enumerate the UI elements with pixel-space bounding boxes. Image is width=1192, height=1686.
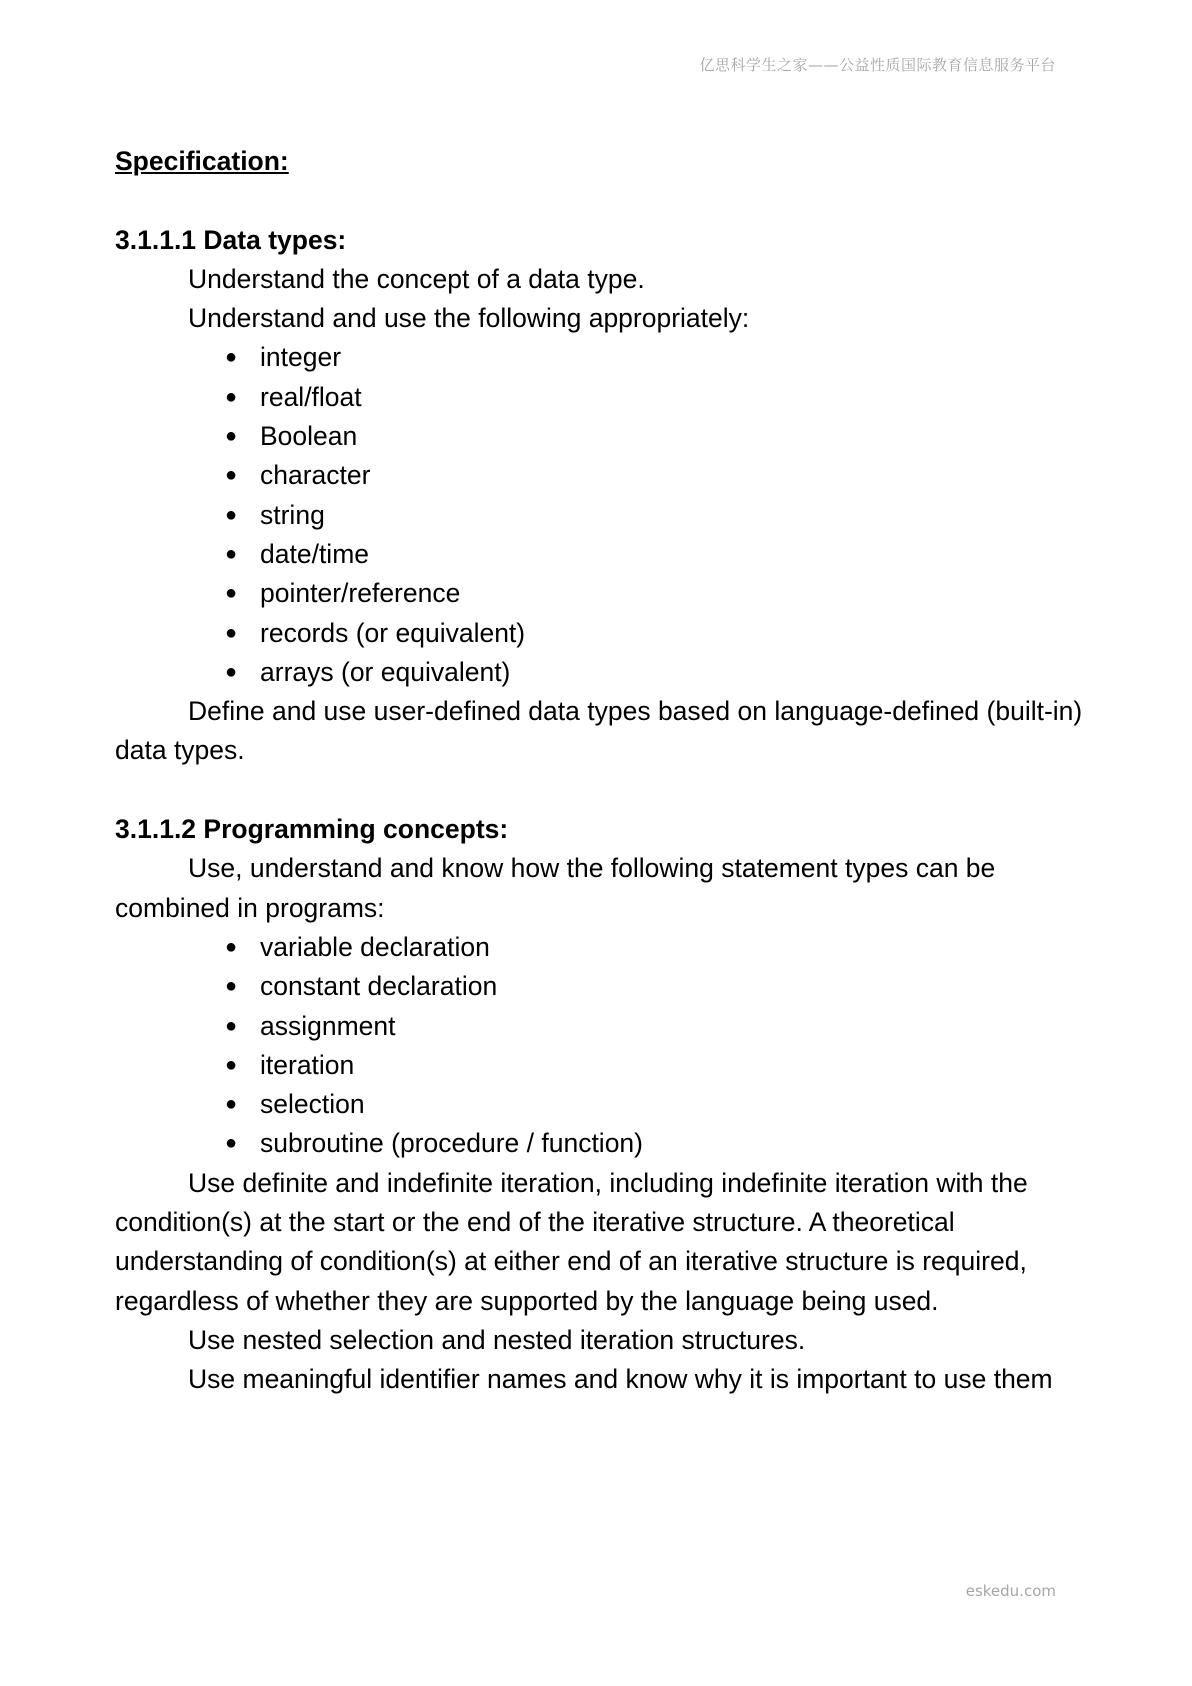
document-body xyxy=(115,142,1095,1400)
bullet-icon: ● xyxy=(225,1053,238,1076)
bullet-icon: ● xyxy=(225,582,238,605)
list-item-text: records (or equivalent) xyxy=(260,617,526,648)
list-item xyxy=(225,378,1095,417)
bullet-icon: ● xyxy=(225,660,238,683)
list-item-text: selection xyxy=(260,1089,365,1120)
paragraph: Use, understand and know how the following statement types can be combined in programs: xyxy=(115,853,996,923)
list-item xyxy=(225,574,1095,613)
page-header: 亿思科学生之家——公益性质国际教育信息服务平台 xyxy=(699,56,1056,74)
list-item-text: assignment xyxy=(260,1010,396,1041)
list-item xyxy=(225,967,1095,1006)
list-item-text: date/time xyxy=(260,538,370,569)
bullet-icon: ● xyxy=(225,542,238,565)
list-item-text: pointer/reference xyxy=(260,578,461,609)
list-item xyxy=(225,456,1095,495)
bullet-icon: ● xyxy=(225,346,238,369)
bullet-icon: ● xyxy=(225,385,238,408)
list-item-text: string xyxy=(260,499,325,530)
bullet-icon: ● xyxy=(225,425,238,448)
section-heading-programming-concepts: 3.1.1.2 Programming concepts: xyxy=(115,814,509,845)
list-item xyxy=(225,1007,1095,1046)
list-item-text: arrays (or equivalent) xyxy=(260,656,511,687)
list-item-text: integer xyxy=(260,342,342,373)
list-item-text: constant declaration xyxy=(260,971,498,1002)
list-item xyxy=(225,496,1095,535)
list-item-text: Boolean xyxy=(260,421,358,452)
list-item-text: iteration xyxy=(260,1049,355,1080)
list-item-text: subroutine (procedure / function) xyxy=(260,1128,643,1159)
bullet-icon: ● xyxy=(225,621,238,644)
page-footer: eskedu.com xyxy=(965,1582,1056,1600)
data-types-list xyxy=(115,338,1095,692)
list-item xyxy=(225,653,1095,692)
paragraph: Use definite and indefinite iteration, including indefinite iteration with the condition(s) at the start or the end of the iterative structure. A theoretical understanding of condition(s) at either end of an iterative structure is required, regardless of whether they are supported by the language being used. xyxy=(115,1167,1028,1316)
bullet-icon: ● xyxy=(225,1014,238,1037)
paragraph: Use nested selection and nested iteration structures. xyxy=(188,1324,806,1355)
paragraph: Use meaningful identifier names and know why it is important to use them xyxy=(188,1364,1053,1395)
list-item-text: character xyxy=(260,460,371,491)
list-item xyxy=(225,1085,1095,1124)
list-item xyxy=(225,928,1095,967)
list-item xyxy=(225,535,1095,574)
list-item xyxy=(225,417,1095,456)
statement-types-list xyxy=(115,928,1095,1164)
bullet-icon: ● xyxy=(225,975,238,998)
bullet-icon: ● xyxy=(225,1093,238,1116)
spacer xyxy=(115,771,1095,810)
list-item xyxy=(225,338,1095,377)
list-item-text: real/float xyxy=(260,381,362,412)
list-item xyxy=(225,1124,1095,1163)
paragraph: Understand the concept of a data type. xyxy=(188,263,645,294)
list-item xyxy=(225,614,1095,653)
list-item xyxy=(225,1046,1095,1085)
spacer xyxy=(115,181,1095,220)
paragraph: Understand and use the following appropriately: xyxy=(188,303,750,334)
bullet-icon: ● xyxy=(225,1132,238,1155)
bullet-icon: ● xyxy=(225,935,238,958)
specification-heading: Specification: xyxy=(115,146,289,176)
bullet-icon: ● xyxy=(225,503,238,526)
paragraph: Define and use user-defined data types based on language-defined (built-in) data types. xyxy=(115,696,1083,766)
list-item-text: variable declaration xyxy=(260,931,490,962)
section-heading-data-types: 3.1.1.1 Data types: xyxy=(115,224,347,255)
bullet-icon: ● xyxy=(225,464,238,487)
